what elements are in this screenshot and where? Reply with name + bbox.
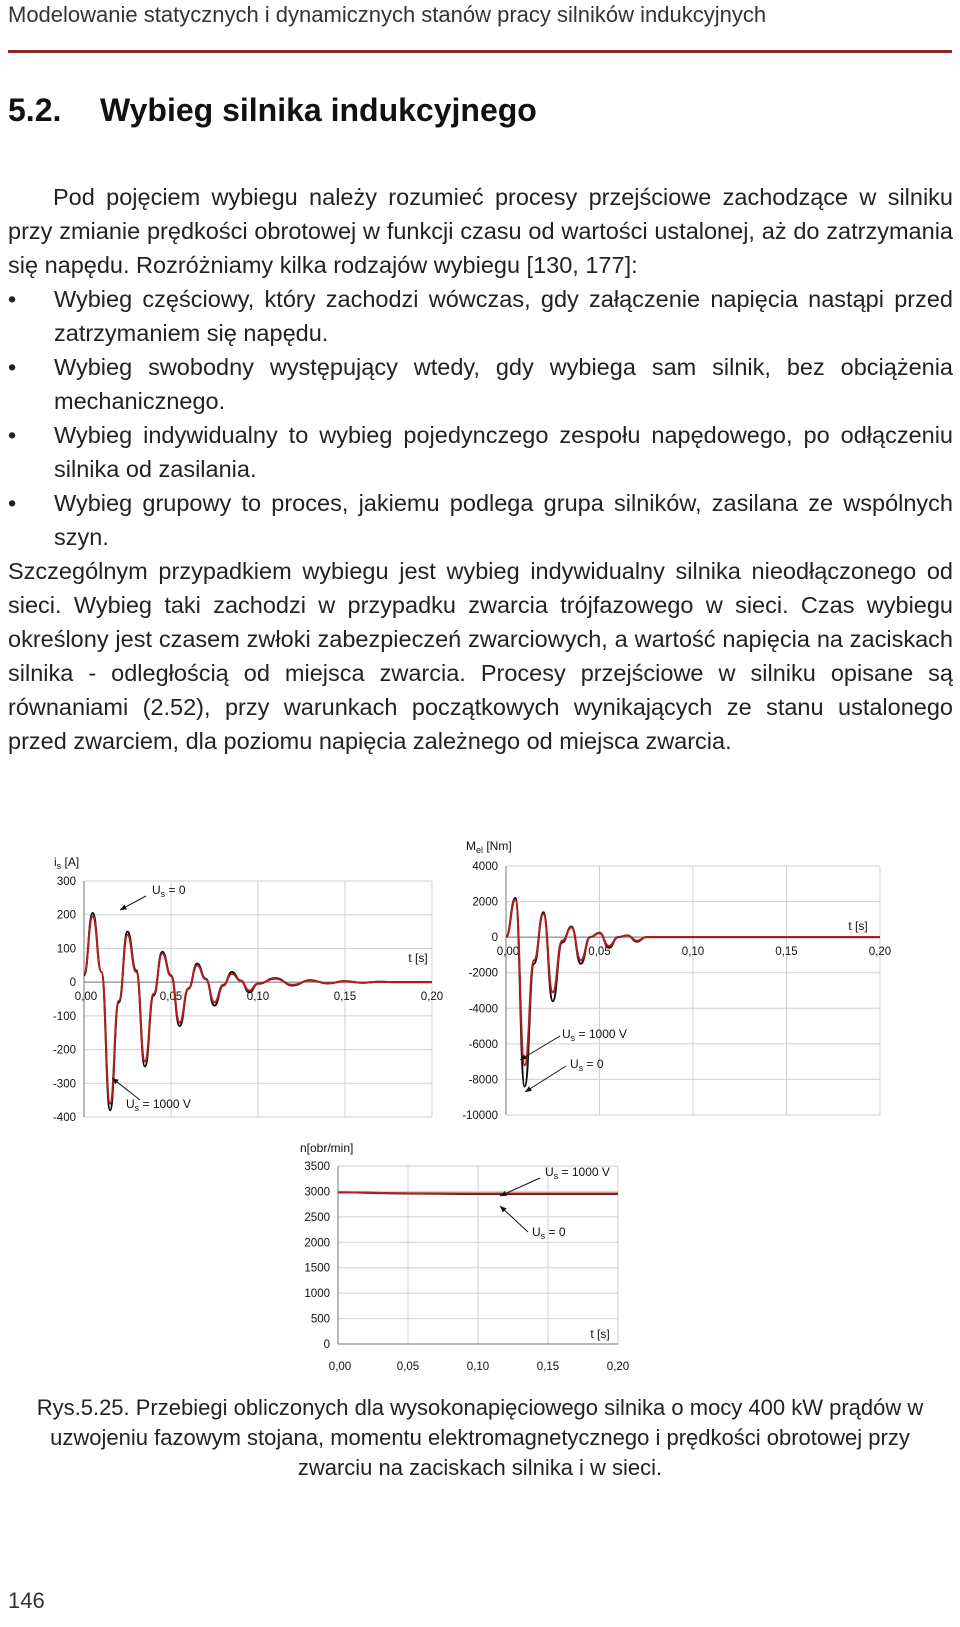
x-axis-label: t [s]: [408, 951, 428, 965]
y-tick-label: 500: [310, 1313, 330, 1326]
y-axis-label: $M_{el}$ [Nm]: [466, 839, 512, 855]
y-tick-label: 1500: [304, 1262, 330, 1275]
x-tick-label: 0,15: [775, 946, 798, 959]
figure-charts: [0, 830, 960, 1390]
y-tick-label: 3000: [304, 1186, 330, 1199]
x-tick-label: 0,00: [496, 946, 520, 959]
x-tick-label: 0,10: [246, 991, 270, 1004]
intro-paragraph: Pod pojęciem wybiegu należy rozumieć procesy przejściowe zachodzące w silniku przy zmianie prędkości obrotowej w funkcji czasu od wartości ustalonej, aż do zatrzymania się napędu. Rozróżniamy kilka rodzajów wybiegu [130, 177]:: [8, 184, 953, 278]
bullet-text: Wybieg swobodny występujący wtedy, gdy wybiega sam silnik, bez obciążenia mechanicznego.: [54, 354, 953, 414]
y-tick-label: -10000: [462, 1110, 498, 1122]
x-axis-label: t [s]: [590, 1327, 610, 1341]
chart-3: [300, 1141, 629, 1373]
x-tick-label: 0,20: [606, 1361, 630, 1373]
y-tick-label: 4000: [472, 861, 498, 873]
y-tick-label: -200: [52, 1044, 76, 1057]
bullet-item: [8, 486, 953, 554]
y-tick-label: 300: [56, 876, 76, 888]
chart-1: [53, 855, 443, 1124]
page-number: 146: [8, 1588, 45, 1613]
annotation-label: $U_s = 1000$ V: [562, 1027, 627, 1043]
annotation-label: $U_s = 0$: [152, 883, 186, 899]
x-tick-label: 0,15: [536, 1361, 560, 1373]
y-tick-label: 2000: [304, 1237, 330, 1250]
figure-caption: Rys.5.25. Przebiegi obliczonych dla wysokonapięciowego silnika o mocy 400 kW prądów w uzwojeniu fazowym stojana, momentu elektromagnetycznego i prędkości obrotowej przy zwarciu na zaciskach silnika i w sieci.: [36, 1395, 924, 1480]
bullet-glyph: •: [8, 422, 17, 448]
bullet-item: [8, 350, 953, 418]
x-tick-label: 0,05: [588, 946, 611, 959]
annotation-label: $U_s = 0$: [570, 1057, 604, 1073]
y-tick-label: -300: [52, 1078, 76, 1091]
bullet-text: Wybieg indywidualny to wybieg pojedynczego zespołu napędowego, po odłączeniu silnika od zasilania.: [54, 422, 953, 482]
bullet-item: [8, 282, 953, 350]
annotation-label: $U_s = 0$: [532, 1225, 566, 1241]
y-axis-label: n[obr/min]: [300, 1141, 354, 1155]
bullet-list: [8, 282, 953, 554]
x-tick-label: 0,00: [74, 991, 98, 1004]
x-tick-label: 0,10: [681, 946, 705, 959]
x-tick-label: 0,00: [328, 1361, 352, 1373]
y-tick-label: -100: [52, 1010, 76, 1023]
y-tick-label: 1000: [304, 1288, 330, 1301]
annotation-label: $U_s = 1000$ V: [545, 1165, 610, 1181]
x-tick-label: 0,20: [420, 991, 444, 1004]
annotation-arrow: [520, 1036, 560, 1060]
x-tick-label: 0,05: [396, 1361, 420, 1373]
x-tick-label: 0,15: [333, 991, 357, 1004]
bullet-glyph: •: [8, 354, 17, 380]
bullet-item: [8, 418, 953, 486]
y-tick-label: 0: [491, 932, 498, 945]
x-tick-label: 0,05: [159, 991, 183, 1004]
y-tick-label: 0: [323, 1339, 330, 1351]
figure: [0, 830, 960, 1420]
y-tick-label: 100: [56, 943, 76, 956]
y-tick-label: 2000: [472, 896, 498, 909]
y-tick-label: -8000: [468, 1074, 498, 1087]
y-tick-label: 3500: [304, 1161, 330, 1173]
x-tick-label: 0,20: [868, 946, 892, 959]
chart-2: [462, 839, 891, 1122]
y-axis-label: $i_s$ [A]: [54, 855, 80, 871]
x-tick-label: 0,10: [466, 1361, 490, 1373]
x-axis-label: t [s]: [848, 919, 868, 933]
y-tick-label: 0: [69, 977, 76, 990]
bullet-glyph: •: [8, 286, 17, 312]
y-tick-label: 2500: [304, 1211, 330, 1224]
y-tick-label: -4000: [468, 1003, 498, 1016]
annotation-label: $U_s = 1000$ V: [126, 1097, 191, 1113]
y-tick-label: -400: [52, 1112, 76, 1124]
body-text: [8, 180, 953, 758]
section-title: [8, 92, 948, 129]
series-line: [338, 1192, 618, 1193]
section-number: 5.2.: [8, 92, 62, 128]
y-tick-label: -6000: [468, 1038, 498, 1051]
bullet-glyph: •: [8, 490, 17, 516]
header-rule: [8, 50, 952, 53]
closing-paragraph: Szczególnym przypadkiem wybiegu jest wybieg indywidualny silnika nieodłączonego od sieci. Wybieg taki zachodzi w przypadku zwarcia trójfazowego w sieci. Czas wybiegu określony jest czasem zwłoki zabezpieczeń zwarciowych, a wartość napięcia na zaciskach silnika - odległością od miejsca zwarcia. Procesy przejściowe w silniku opisane są równaniami (2.52), przy warunkach początkowych wynikających ze stanu ustalonego przed zwarciem, dla poziomu napięcia zależnego od miejsca zwarcia.: [8, 558, 953, 754]
y-tick-label: 200: [56, 909, 76, 922]
running-header: Modelowanie statycznych i dynamicznych stanów pracy silników indukcyjnych: [8, 2, 767, 27]
arrow-head: [525, 1086, 532, 1092]
bullet-text: Wybieg częściowy, który zachodzi wówczas, gdy załączenie napięcia nastąpi przed zatrzymaniem się napędu.: [54, 286, 953, 346]
bullet-text: Wybieg grupowy to proces, jakiemu podlega grupa silników, zasilana ze wspólnych szyn.: [54, 490, 953, 550]
y-tick-label: -2000: [468, 967, 498, 980]
section-title-text: Wybieg silnika indukcyjnego: [100, 92, 537, 128]
